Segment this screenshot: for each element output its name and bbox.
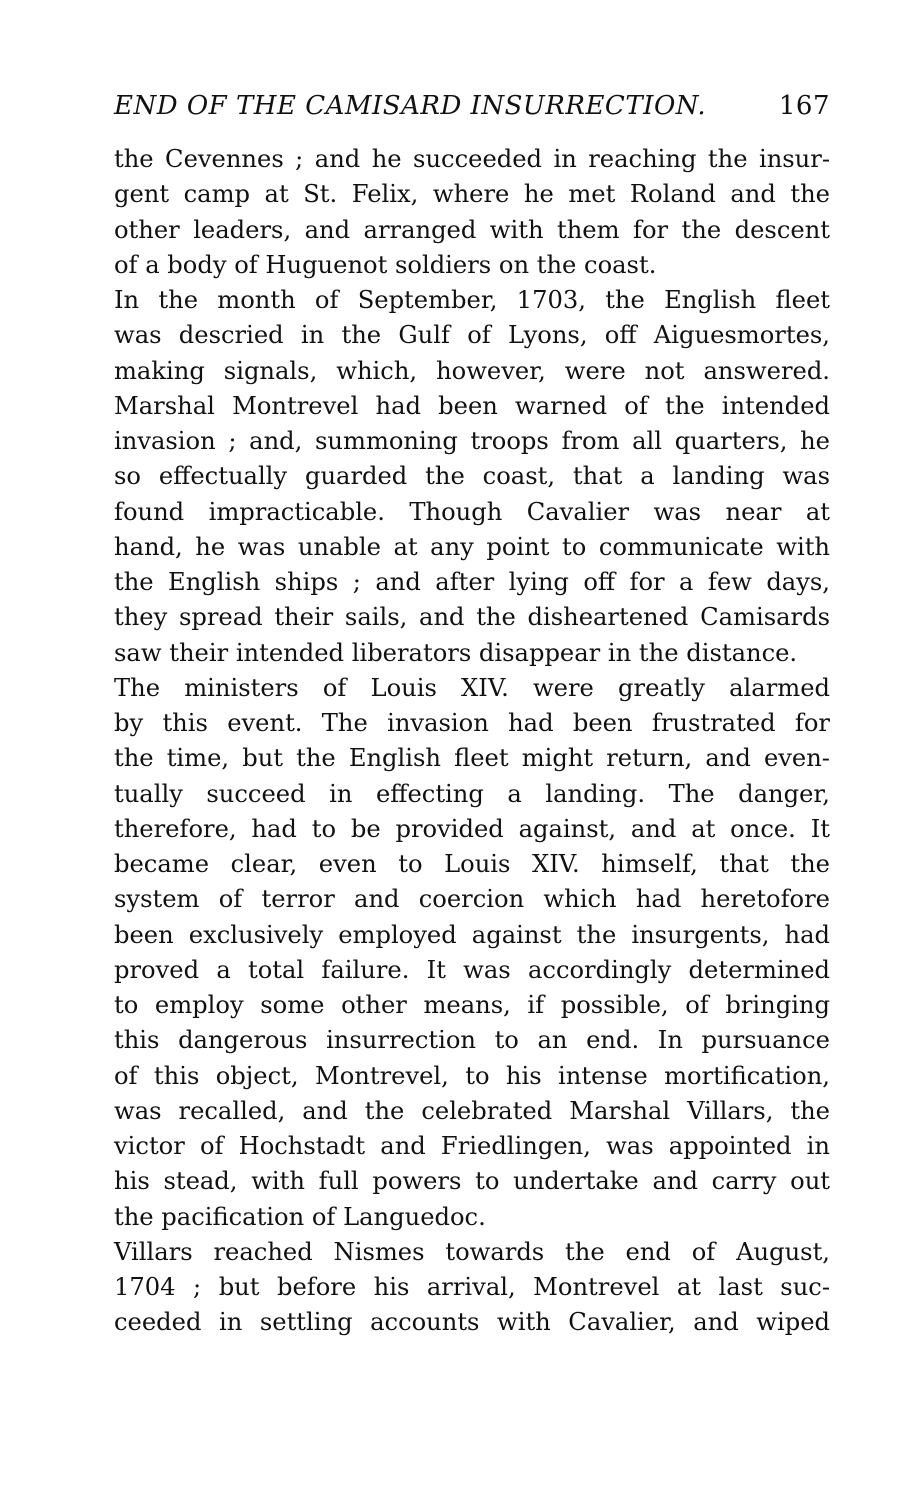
text-line: therefore, had to be provided against, and at once. It [114,814,830,843]
paragraph [114,283,830,671]
text-line: the time, but the English fleet might return, and even- [114,744,830,773]
text-line: other leaders, and arranged with them for the descent [114,215,830,244]
running-title: END OF THE CAMISARD INSURRECTION. [114,91,707,121]
paragraph [114,671,830,1235]
text-line: 1704 ; but before his arrival, Montrevel at last suc- [114,1273,830,1301]
text-line: In the month of September, 1703, the English fleet [114,286,830,314]
text-line: proved a total failure. It was accordingly determined [114,955,830,984]
text-line: victor of Hochstadt and Friedlingen, was appointed in [114,1132,830,1160]
text-line: invasion ; and, summoning troops from all quarters, he [114,427,830,455]
text-line: Villars reached Nismes towards the end of August, [114,1237,830,1266]
text-line: system of terror and coercion which had heretofore [114,885,830,914]
text-line: making signals, which, however, were not answered. [114,356,830,385]
text-line: the Cevennes ; and he succeeded in reaching the insur- [114,145,830,173]
text-line: found impracticable. Though Cavalier was near at [114,497,830,526]
text-line: this dangerous insurrection to an end. In pursuance [114,1026,830,1055]
text-line: was descried in the Gulf of Lyons, off Aiguesmortes, [114,321,830,350]
text-line: ceeded in settling accounts with Cavalier, and wiped [114,1308,830,1337]
text-line: The ministers of Louis XIV. were greatly alarmed [114,673,830,702]
text-line: they spread their sails, and the disheartened Camisards [114,603,830,632]
text-line: of this object, Montrevel, to his intense mortification, [114,1061,830,1090]
running-header [114,86,830,126]
text-line: by this event. The invasion had been frustrated for [114,709,830,737]
text-line: hand, he was unable at any point to communicate with [114,532,830,561]
text-line: Marshal Montrevel had been warned of the intended [114,391,830,420]
text-line: so effectually guarded the coast, that a landing was [114,462,830,491]
text-line: of a body of Huguenot soldiers on the coast. [114,250,657,279]
text-line: the pacification of Languedoc. [114,1202,486,1231]
text-line: gent camp at St. Felix, where he met Roland and the [114,180,830,209]
text-line: been exclusively employed against the insurgents, had [114,920,830,949]
text-line: saw their intended liberators disappear in the distance. [114,638,798,667]
text-line: to employ some other means, if possible, of bringing [114,991,830,1019]
text-line: tually succeed in effecting a landing. The danger, [114,779,830,808]
text-line: was recalled, and the celebrated Marshal Villars, the [114,1096,830,1125]
page-number: 167 [778,91,830,121]
paragraph [114,1235,830,1341]
text-line: the English ships ; and after lying off for a few days, [114,568,830,596]
text-line: became clear, even to Louis XIV. himself, that the [114,850,830,878]
book-page [114,86,830,1341]
paragraph [114,142,830,283]
text-line: his stead, with full powers to undertake and carry out [114,1167,830,1196]
